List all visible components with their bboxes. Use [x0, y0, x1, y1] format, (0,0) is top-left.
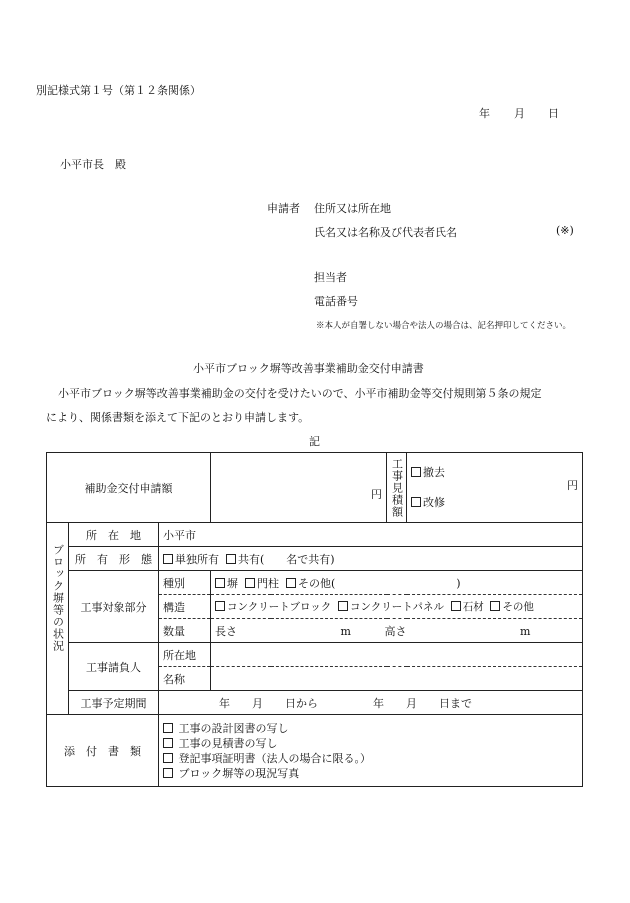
date-day: 日: [548, 107, 559, 120]
estimate-label: 工事見積額: [390, 457, 404, 518]
attachment-4-checkbox[interactable]: [163, 768, 173, 778]
applicant-address: 住所又は所在地: [314, 202, 391, 215]
amount-yen: 円: [211, 453, 387, 523]
concrete-block-label: コンクリートブロック: [227, 601, 332, 613]
contractor-name-label: 名称: [159, 667, 211, 691]
contractor-addr-label: 所在地: [159, 643, 211, 667]
removal-label: 撤去: [423, 465, 446, 479]
height-label: 高さ: [384, 624, 407, 638]
attachment-3-checkbox[interactable]: [163, 753, 173, 763]
attachment-item: ブロック塀等の現況写真: [163, 766, 578, 781]
shared-ownership-label: 共有( 名で共有): [238, 552, 335, 566]
amount-label: 補助金交付申請額: [47, 453, 211, 523]
ki-mark: 記: [309, 435, 320, 448]
location-label: 所 在 地: [69, 523, 159, 547]
shared-ownership-checkbox[interactable]: [226, 554, 236, 564]
type-label: 種別: [159, 571, 211, 595]
single-ownership-label: 単独所有: [175, 552, 219, 566]
date-month: 月: [514, 107, 525, 120]
block-status-label: ブロック塀等の状況: [51, 543, 65, 652]
block-status-cell: [47, 523, 69, 715]
structure-options: [211, 595, 583, 619]
single-ownership-checkbox[interactable]: [163, 554, 173, 564]
applicant-name: 氏名又は名称及び代表者氏名: [314, 226, 457, 239]
contractor-name-field[interactable]: [211, 667, 583, 691]
repair-checkbox[interactable]: [411, 497, 421, 507]
attachments-list: [159, 715, 583, 787]
estimate-label-cell: [387, 453, 407, 523]
schedule-value[interactable]: 年 月 日から 年 月 日まで: [159, 691, 583, 715]
contractor-addr-field[interactable]: [211, 643, 583, 667]
type-other-label: その他( ): [298, 576, 461, 590]
qty-label: 数量: [159, 619, 211, 643]
body-line-2: により、関係書類を添えて下記のとおり申請します。: [46, 411, 310, 424]
form-id: 別記様式第１号（第１２条関係）: [36, 84, 201, 97]
addressee: 小平市長 殿: [60, 158, 126, 171]
stone-label: 石材: [462, 601, 484, 613]
estimate-yen: 円: [567, 478, 579, 492]
attachment-item: 登記事項証明書（法人の場合に限る。）: [163, 751, 578, 766]
date-year: 年: [479, 107, 490, 120]
type-options: [211, 571, 583, 595]
concrete-panel-checkbox[interactable]: [338, 601, 348, 611]
repair-label: 改修: [423, 495, 446, 509]
gate-checkbox[interactable]: [245, 578, 255, 588]
removal-checkbox[interactable]: [411, 467, 421, 477]
applicant-phone: 電話番号: [314, 295, 358, 308]
attachment-1-checkbox[interactable]: [163, 723, 173, 733]
application-table: [46, 452, 583, 787]
applicant-note: ※本人が自署しない場合や法人の場合は、記名押印してください。: [316, 321, 572, 331]
ownership-label: 所 有 形 態: [69, 547, 159, 571]
attachment-item: 工事の見積書の写し: [163, 736, 578, 751]
struct-other-label: その他: [502, 601, 534, 613]
height-unit: m: [519, 624, 531, 638]
type-other-checkbox[interactable]: [286, 578, 296, 588]
wall-checkbox[interactable]: [215, 578, 225, 588]
wall-label: 塀: [227, 576, 239, 590]
concrete-block-checkbox[interactable]: [215, 601, 225, 611]
body-line-1: 小平市ブロック塀等改善事業補助金の交付を受けたいので、小平市補助金等交付規則第５条の規定: [58, 387, 542, 400]
schedule-label: 工事予定期間: [69, 691, 159, 715]
attachment-2-checkbox[interactable]: [163, 738, 173, 748]
attach-label: 添 付 書 類: [47, 715, 159, 787]
location-value[interactable]: 小平市: [159, 523, 583, 547]
gate-label: 門柱: [257, 576, 280, 590]
contractor-label: 工事請負人: [69, 643, 159, 691]
structure-label: 構造: [159, 595, 211, 619]
doc-title: 小平市ブロック塀等改善事業補助金交付申請書: [193, 362, 424, 375]
qty-fields: [211, 619, 583, 643]
ownership-options: [159, 547, 583, 571]
attachment-item: 工事の設計図書の写し: [163, 721, 578, 736]
applicant-contact: 担当者: [314, 271, 347, 284]
applicant-label: 申請者: [267, 202, 300, 215]
length-label: 長さ: [215, 624, 238, 638]
concrete-panel-label: コンクリートパネル: [349, 601, 445, 613]
target-label: 工事対象部分: [69, 571, 159, 643]
seal-mark: (※): [556, 224, 574, 237]
length-unit: m: [340, 624, 351, 638]
estimate-cell: [407, 453, 583, 523]
stone-checkbox[interactable]: [451, 601, 461, 611]
struct-other-checkbox[interactable]: [490, 601, 500, 611]
